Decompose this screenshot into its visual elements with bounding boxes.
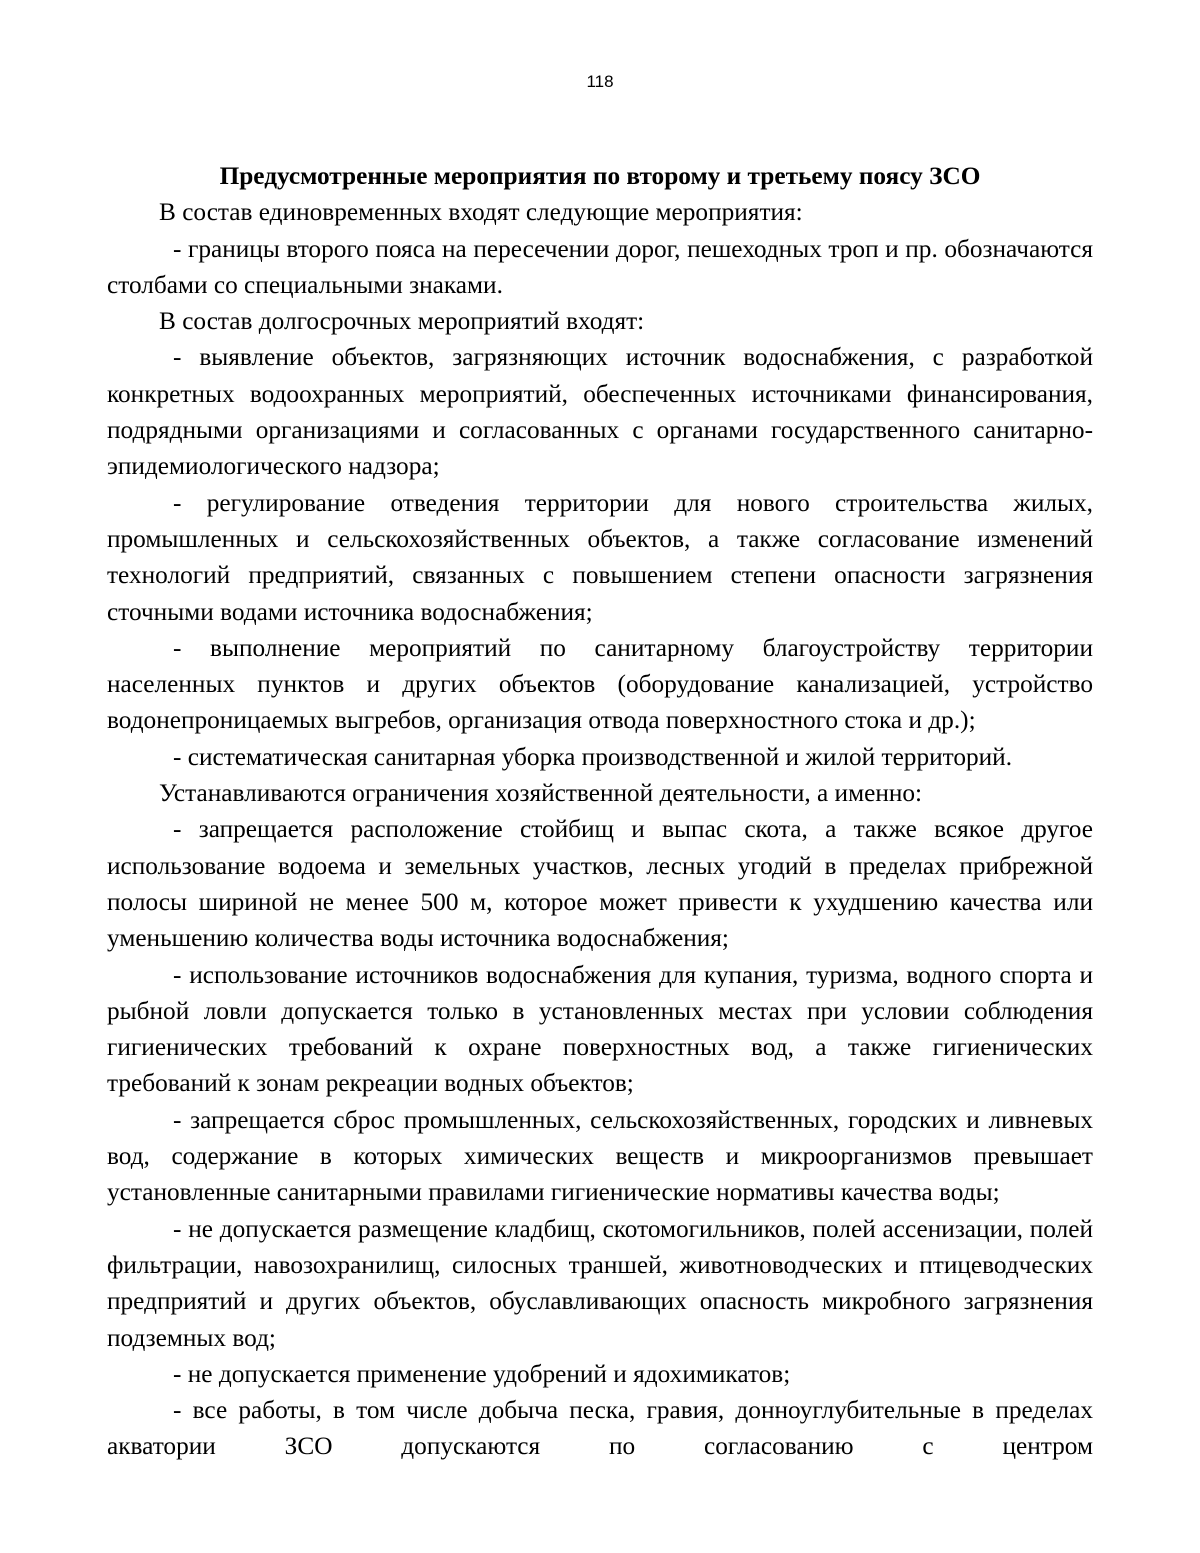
list-item: - регулирование отведения территории для нового строительства жилых, промышленных и сельскохозяйственных объектов, а также согласование изменений технологий предприятий, связанных с повышением степени опасности загрязнения сточными водами источника водоснабжения; xyxy=(107,488,1093,626)
list-item: - все работы, в том числе добыча песка, гравия, донноуглубительные в пределах акватории ЗСО допускаются по согласованию с центром xyxy=(107,1396,1093,1461)
list-item: - не допускается размещение кладбищ, скотомогильников, полей ассенизации, полей фильтрации, навозохранилищ, силосных траншей, животноводческих и птицеводческих предприятий и других объектов, обуславливающих опасность микробного загрязнения подземных вод; xyxy=(107,1214,1093,1352)
list-item: - выполнение мероприятий по санитарному благоустройству территории населенных пунктов и других объектов (оборудование канализацией, устройство водонепроницаемых выгребов, организация отвода поверхностного стока и др.); xyxy=(107,633,1093,735)
section-heading: Предусмотренные мероприятия по второму и третьему поясу ЗСО xyxy=(219,162,981,190)
list-item: - выявление объектов, загрязняющих источник водоснабжения, с разработкой конкретных водоохранных мероприятий, обеспеченных источниками финансирования, подрядными организациями и согласованных с органами государственного санитарно-эпидемиологического надзора; xyxy=(107,343,1093,481)
page-number: 118 xyxy=(586,72,614,91)
paragraph: В состав долгосрочных мероприятий входят: xyxy=(159,307,645,336)
list-item: - границы второго пояса на пересечении дорог, пешеходных троп и пр. обозначаются столбами со специальными знаками. xyxy=(107,234,1093,299)
list-item: - не допускается применение удобрений и ядохимикатов; xyxy=(173,1359,791,1388)
list-item: - запрещается расположение стойбищ и выпас скота, а также всякое другое использование водоема и земельных участков, лесных угодий в пределах прибрежной полосы шириной не менее 500 м, которое может привести к ухудшению качества или уменьшению количества воды источника водоснабжения; xyxy=(107,815,1093,953)
paragraph: В состав единовременных входят следующие мероприятия: xyxy=(159,198,803,227)
document-body xyxy=(107,158,1093,1465)
list-item: - использование источников водоснабжения для купания, туризма, водного спорта и рыбной ловли допускается только в установленных местах при условии соблюдения гигиенических требований к охране поверхностных вод, а также гигиенических требований к зонам рекреации водных объектов; xyxy=(107,960,1093,1098)
list-item: - систематическая санитарная уборка производственной и жилой территорий. xyxy=(173,742,1013,771)
list-item: - запрещается сброс промышленных, сельскохозяйственных, городских и ливневых вод, содержание в которых химических веществ и микроорганизмов превышает установленные санитарными правилами гигиенические нормативы качества воды; xyxy=(107,1105,1093,1207)
paragraph: Устанавливаются ограничения хозяйственной деятельности, а именно: xyxy=(159,779,923,808)
